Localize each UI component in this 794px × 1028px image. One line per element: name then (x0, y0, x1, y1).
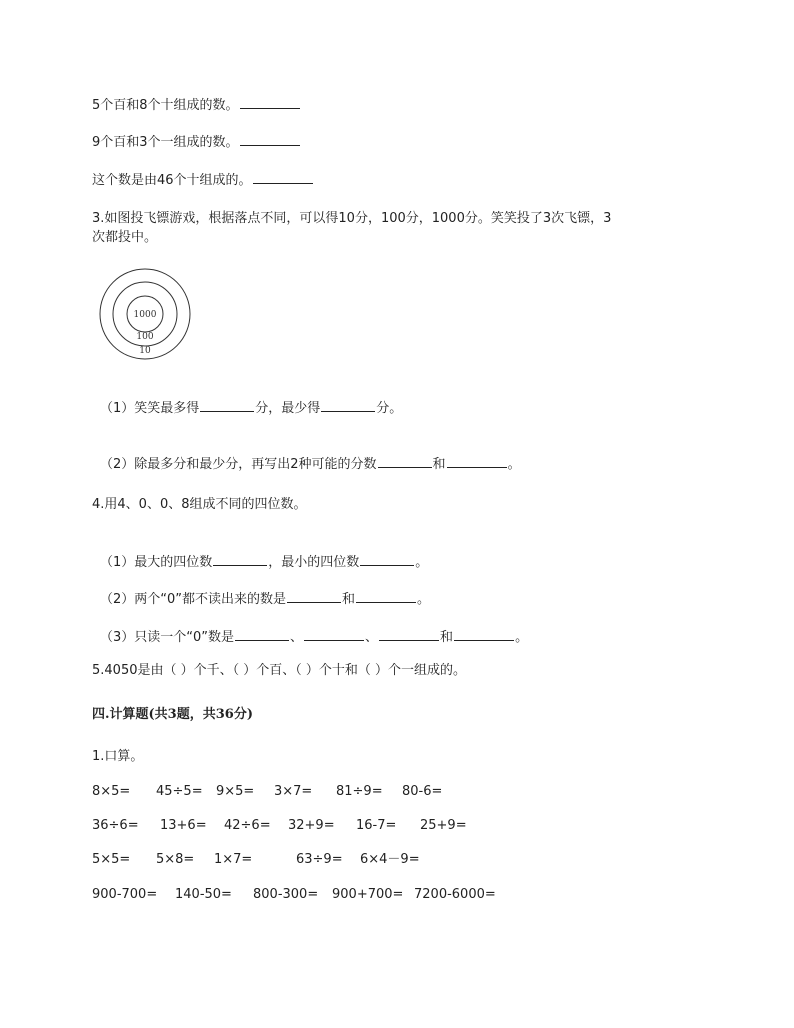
q4-part2 (100, 589, 430, 609)
calc-item: 36÷6= (92, 818, 139, 833)
q4-part3-text-d: 和 (440, 630, 454, 645)
calc-row-2 (92, 817, 467, 835)
q3-part1 (100, 398, 402, 418)
answer-blank[interactable] (287, 589, 341, 603)
dart-target (98, 267, 192, 365)
q3-stem-line1: 3.如图投飞镖游戏，根据落点不同，可以得10分，100分，1000分。笑笑投了3次飞镖，3 (92, 211, 612, 226)
section4-q1: 1.口算。 (92, 749, 144, 764)
q4-part3-text-b: 、 (290, 630, 304, 645)
section-heading: 四.计算题(共3题，共36分) (92, 707, 253, 722)
calc-row-4 (92, 886, 496, 904)
q4-part2-text-b: 和 (342, 592, 356, 607)
q2-text-a: 5个百和8个十组成的数。 (92, 98, 239, 113)
calc-item: 1×7= (214, 852, 253, 867)
q3-stem-line2: 次都投中。 (92, 230, 158, 245)
q3-part1-text-a: （1）笑笑最多得 (100, 401, 200, 416)
q3-part1-text-b: 分，最少得 (255, 401, 321, 416)
calc-item: 5×8= (156, 852, 195, 867)
q4-part2-text-c: 。 (417, 592, 431, 607)
calc-item: 900-700= (92, 887, 158, 902)
calc-item: 5×5= (92, 852, 131, 867)
calc-item: 800-300= (253, 887, 319, 902)
calc-item: 7200-6000= (414, 887, 496, 902)
calc-row-1 (92, 783, 442, 801)
answer-blank[interactable] (454, 627, 514, 641)
q4-part1-text-b: ，最小的四位数 (268, 555, 360, 570)
answer-blank[interactable] (379, 627, 439, 641)
q2-text-c: 这个数是由46个十组成的。 (92, 173, 252, 188)
answer-blank[interactable] (378, 454, 432, 468)
q4-part3 (100, 627, 528, 647)
calc-item: 42÷6= (224, 818, 271, 833)
calc-item: 80-6= (402, 784, 443, 799)
target-label-10: 10 (139, 346, 151, 356)
q2-line-a (92, 95, 301, 115)
answer-blank[interactable] (235, 627, 289, 641)
dart-target-svg (98, 267, 192, 361)
q4-part3-text-e: 。 (515, 630, 529, 645)
answer-blank[interactable] (240, 132, 300, 146)
calc-item: 140-50= (175, 887, 232, 902)
q2-text-b: 9个百和3个一组成的数。 (92, 135, 239, 150)
q4-part1-text-a: （1）最大的四位数 (100, 555, 213, 570)
target-label-1000: 1000 (133, 310, 157, 320)
answer-blank[interactable] (321, 398, 375, 412)
calc-item: 9×5= (216, 784, 255, 799)
calc-item: 45÷5= (156, 784, 203, 799)
calc-item: 13+6= (160, 818, 207, 833)
calc-item: 16-7= (356, 818, 397, 833)
q4-part1 (100, 552, 428, 572)
q4-part2-text-a: （2）两个“0”都不读出来的数是 (100, 592, 287, 607)
calc-item: 6×4－9= (360, 852, 420, 867)
q3-part2-text-a: （2）除最多分和最少分，再写出2种可能的分数 (100, 457, 377, 472)
q4-part3-text-a: （3）只读一个“0”数是 (100, 630, 235, 645)
q3-part2 (100, 454, 521, 474)
q4-part3-text-c: 、 (365, 630, 379, 645)
calc-item: 81÷9= (336, 784, 383, 799)
answer-blank[interactable] (253, 170, 313, 184)
answer-blank[interactable] (240, 95, 300, 109)
answer-blank[interactable] (304, 627, 364, 641)
answer-blank[interactable] (200, 398, 254, 412)
answer-blank[interactable] (356, 589, 416, 603)
q2-line-c (92, 170, 314, 190)
calc-item: 900+700= (332, 887, 404, 902)
calc-row-3 (92, 851, 420, 869)
calc-item: 3×7= (274, 784, 313, 799)
q2-line-b (92, 132, 301, 152)
q4-stem: 4.用4、0、0、8组成不同的四位数。 (92, 497, 307, 512)
answer-blank[interactable] (213, 552, 267, 566)
q3-part2-text-b: 和 (432, 457, 446, 472)
q5-text: 5.4050是由（ ）个千、（ ）个百、（ ）个十和（ ）个一组成的。 (92, 663, 467, 678)
q3-part2-text-c: 。 (507, 457, 521, 472)
q4-part1-text-c: 。 (415, 555, 429, 570)
calc-item: 32+9= (288, 818, 335, 833)
answer-blank[interactable] (447, 454, 507, 468)
calc-item: 25+9= (420, 818, 467, 833)
q3-part1-text-c: 分。 (376, 401, 403, 416)
answer-blank[interactable] (360, 552, 414, 566)
calc-item: 63÷9= (296, 852, 343, 867)
target-label-100: 100 (136, 332, 154, 342)
calc-item: 8×5= (92, 784, 131, 799)
